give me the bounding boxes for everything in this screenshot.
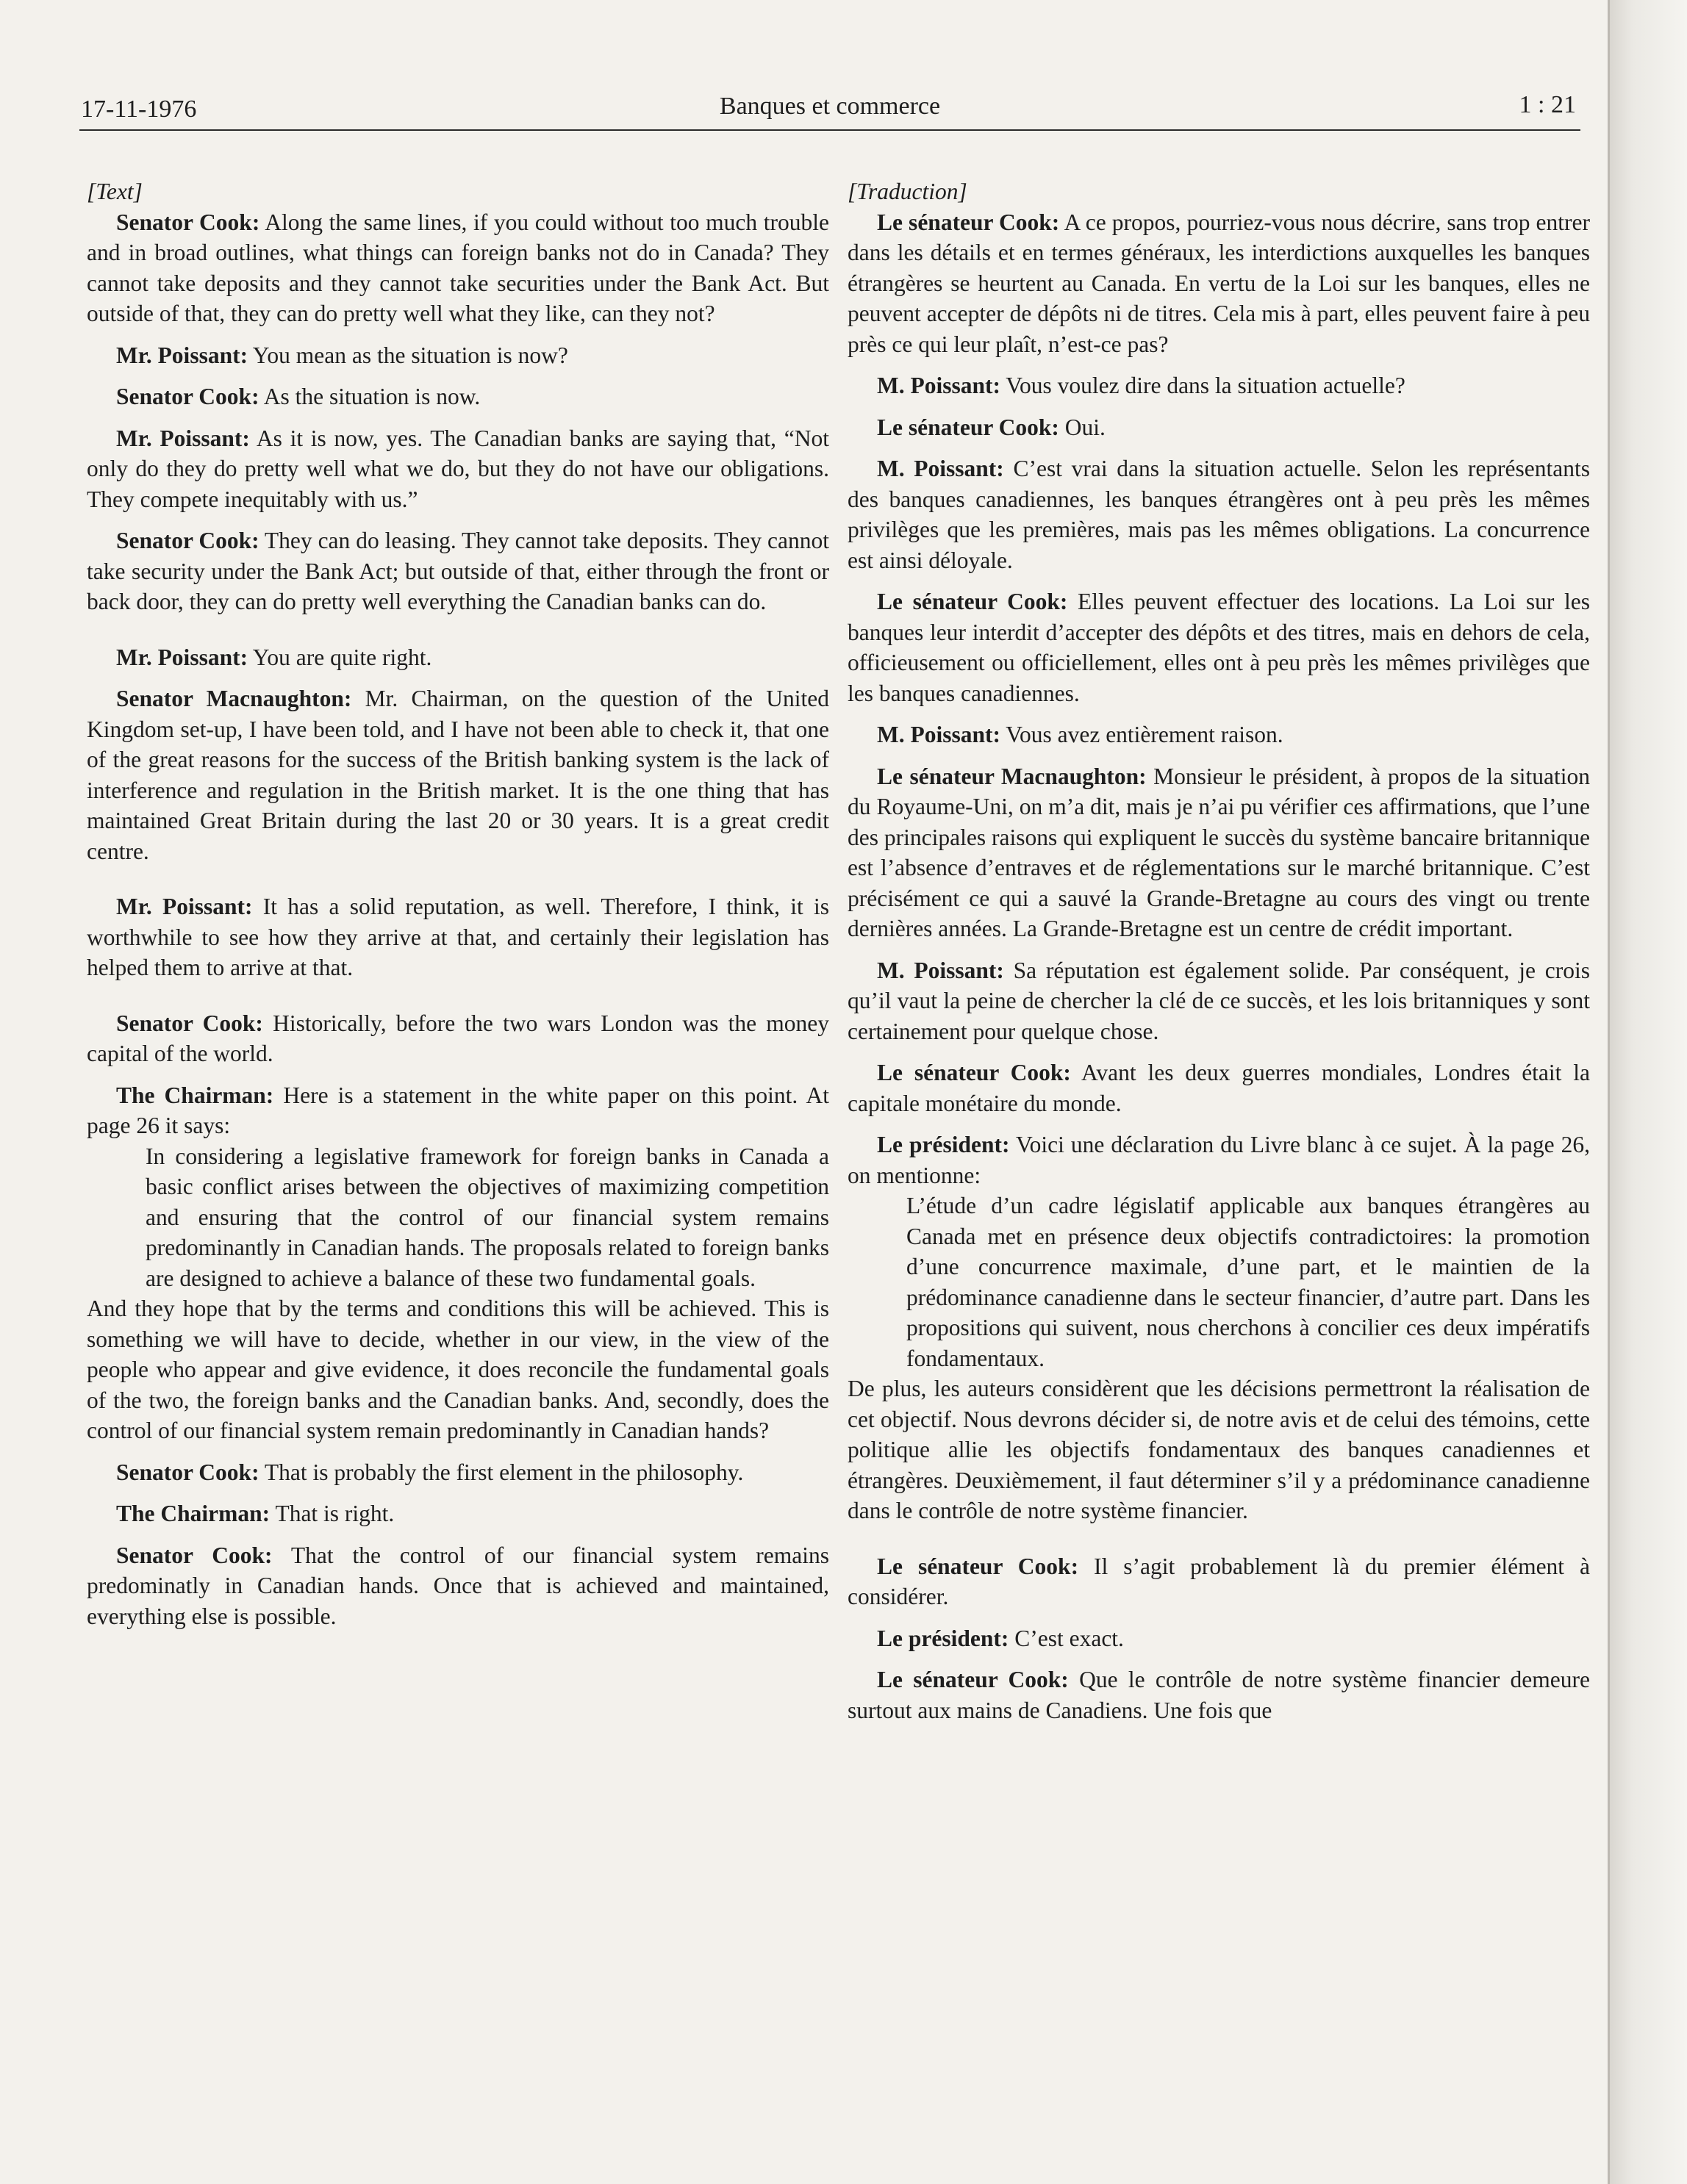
speech-text: Vous voulez dire dans la situation actuelle? [1000, 373, 1405, 398]
header-page-number: 1 : 21 [1519, 91, 1576, 118]
speech-paragraph [87, 891, 829, 983]
header-title: Banques et commerce [719, 93, 941, 120]
speech-text: Que le contrôle de notre système financier demeure surtout aux mains de Canadiens. Une fois que [848, 1667, 1590, 1723]
speaker-name: Senator Macnaughton: [116, 686, 352, 711]
header-date: 17-11-1976 [81, 96, 197, 123]
speech-text: C’est vrai dans la situation actuelle. Selon les représentants des banques canadiennes, les banques étrangères ont à peu près les mêmes privilèges que les premières, mais pas les mêmes obligations. La concurrence est ainsi déloyale. [848, 456, 1590, 573]
speech-text: Elles peuvent effectuer des locations. La Loi sur les banques leur interdit d’accepter des dépôts et des titres, mais en dehors de cela, officieusement ou officiellement, elles ont à peu près les mêmes privilèges que les banques canadiennes. [848, 589, 1590, 706]
speech-text: Vous avez entièrement raison. [1000, 722, 1283, 747]
speech-text: Along the same lines, if you could without too much trouble and in broad outlines, what things can foreign banks not do in Canada? They cannot take deposits and they cannot take securities under the Bank Act. But outside of that, they can do pretty well what they like, can they not? [87, 209, 829, 326]
speech-text: They can do leasing. They cannot take deposits. They cannot take security under the Bank Act; but outside of that, either through the front or back door, they can do pretty well everything the Canadian banks can do. [87, 528, 829, 614]
speaker-name: Le sénateur Cook: [877, 1060, 1071, 1085]
speech-text: That the control of our financial system remains predominatly in Canadian hands. Once that is achieved and maintained, everything else is possible. [87, 1542, 829, 1629]
french-column [848, 176, 1590, 1736]
speech-text: A ce propos, pourriez-vous nous décrire, sans trop entrer dans les détails et en termes généraux, les interdictions auxquelles les banques étrangères se heurtent au Canada. En vertu de la Loi sur les banques, elles ne peuvent accepter de dépôts ni de titres. Cela mis à part, elles peuvent faire à peu près ce qui leur plaît, n’est-ce pas? [848, 209, 1590, 357]
speaker-name: The Chairman: [116, 1082, 274, 1108]
speech-text: You mean as the situation is now? [248, 342, 568, 368]
running-header [79, 81, 1580, 131]
speech-text: Il s’agit probablement là du premier élément à considérer. [848, 1553, 1590, 1609]
speech-text: Mr. Chairman, on the question of the United Kingdom set-up, I have been told, and I have not been able to check it, that one of the great reasons for the success of the British banking system is the lack of interference and regulation in the British market. It is the one thing that has maintained Great Britain during the last 20 or 30 years. It is a great credit centre. [87, 686, 829, 864]
speech-paragraph [848, 412, 1590, 443]
white-paper-quote: In considering a legislative framework for foreign banks in Canada a basic conflict arises between the objectives of maximizing competition and ensuring that the control of our financial system remains predominantly in Canadian hands. The proposals related to foreign banks are designed to achieve a balance of these two fundamental goals. [146, 1143, 829, 1291]
speech-paragraph [848, 1129, 1590, 1190]
speech-text: Avant les deux guerres mondiales, Londres était la capitale monétaire du monde. [848, 1060, 1590, 1116]
speaker-name: M. Poissant: [877, 373, 1000, 398]
speaker-name: Mr. Poissant: [116, 644, 248, 670]
speech-paragraph [848, 453, 1590, 575]
speaker-name: M. Poissant: [877, 456, 1004, 481]
speech-paragraph [87, 683, 829, 866]
speech-paragraph [848, 586, 1590, 708]
speech-paragraph [87, 1498, 829, 1529]
speech-paragraph [848, 1057, 1590, 1118]
page-edge [1608, 0, 1610, 2184]
speaker-name: Senator Cook: [116, 209, 260, 235]
speaker-name: M. Poissant: [877, 957, 1004, 983]
speaker-name: M. Poissant: [877, 722, 1000, 747]
speaker-name: Senator Cook: [116, 528, 259, 553]
speaker-name: Le sénateur Cook: [877, 1667, 1069, 1692]
speech-text: As the situation is now. [259, 384, 481, 409]
speaker-name: Mr. Poissant: [116, 894, 253, 919]
speaker-name: Senator Cook: [116, 1459, 259, 1485]
speech-paragraph [848, 370, 1590, 401]
language-tag: [Traduction] [848, 179, 967, 204]
speaker-name: Le sénateur Cook: [877, 589, 1068, 614]
speaker-name: Le sénateur Cook: [877, 209, 1060, 235]
speech-paragraph [87, 207, 829, 329]
language-tag: [Text] [87, 179, 143, 204]
speech-paragraph [87, 1008, 829, 1069]
speech-paragraph [87, 423, 829, 515]
speech-text: It has a solid reputation, as well. Therefore, I think, it is worthwhile to see how they arrive at that, and certainly their legislation has helped them to arrive at that. [87, 894, 829, 980]
speaker-name: Le sénateur Macnaughton: [877, 763, 1147, 789]
speech-paragraph [87, 1080, 829, 1141]
speech-paragraph [87, 1540, 829, 1632]
speech-continuation: And they hope that by the terms and conditions this will be achieved. This is something we will have to decide, whether in our view, in the view of the people who appear and give evidence, it does reconcile the fundamental goals of the two, the foreign banks and the Canadian banks. And, secondly, does the control of our financial system remain predominantly in Canadian hands? [87, 1296, 829, 1443]
speech-text: Monsieur le président, à propos de la situation du Royaume-Uni, on m’a dit, mais je n’ai pu vérifier ces affirmations, que l’une des principales raisons qui expliquent le succès du système bancaire britannique est l’absence d’entraves et de réglementations sur le marché britannique. C’est précisément ce qui a sauvé la Grande-Bretagne au cours des vingt ou trente dernières années. La Grande-Bretagne est un centre de crédit important. [848, 763, 1590, 941]
speech-paragraph [848, 761, 1590, 944]
speaker-name: Senator Cook: [116, 1542, 273, 1568]
speech-paragraph [848, 719, 1590, 750]
speaker-name: Mr. Poissant: [116, 425, 250, 451]
speech-text: Oui. [1059, 414, 1106, 440]
speech-text: Sa réputation est également solide. Par conséquent, je crois qu’il vaut la peine de chercher la clé de ce succès, et les lois britanniques y sont certainement pour quelque chose. [848, 957, 1590, 1044]
speech-text: Historically, before the two wars London was the money capital of the world. [87, 1010, 829, 1066]
speaker-name: Senator Cook: [116, 1010, 263, 1036]
speaker-name: Le président: [877, 1625, 1009, 1651]
speech-paragraph [848, 1551, 1590, 1612]
speaker-name: Le sénateur Cook: [877, 1553, 1079, 1579]
speech-text: That is probably the first element in the philosophy. [259, 1459, 744, 1485]
document-page [79, 81, 1590, 1723]
speech-paragraph [848, 207, 1590, 360]
speech-text: Voici une déclaration du Livre blanc à ce sujet. À la page 26, on mentionne: [848, 1132, 1590, 1188]
speech-text: That is right. [270, 1501, 395, 1526]
speaker-name: Le sénateur Cook: [877, 414, 1059, 440]
speech-paragraph [848, 1664, 1590, 1725]
speaker-name: Le président: [877, 1132, 1010, 1157]
white-paper-quote: L’étude d’un cadre législatif applicable aux banques étrangères au Canada met en présence deux objectifs contradictoires: la promotion d’une concurrence maximale, d’une part, et le maintien de la prédominance canadienne dans le secteur financier, d’autre part. Dans les propositions qui suivent, nous cherchons à concilier ces deux impératifs fondamentaux. [906, 1193, 1590, 1371]
speech-text: C’est exact. [1009, 1625, 1124, 1651]
speech-text: You are quite right. [248, 644, 432, 670]
english-column [87, 176, 829, 1642]
speaker-name: Senator Cook: [116, 384, 259, 409]
speaker-name: Mr. Poissant: [116, 342, 248, 368]
speech-continuation: De plus, les auteurs considèrent que les décisions permettront la réalisation de cet objectif. Nous devrons décider si, de notre avis et de celui des témoins, cette politique allie les objectifs fondamentaux des banques canadiennes et étrangères. Deuxièmement, il faut déterminer s’il y a prédominance canadienne dans le contrôle de notre système financier. [848, 1376, 1590, 1523]
speaker-name: The Chairman: [116, 1501, 271, 1526]
speech-paragraph [87, 340, 829, 371]
speech-paragraph [87, 1457, 829, 1488]
speech-paragraph [848, 1623, 1590, 1654]
speech-paragraph [848, 955, 1590, 1047]
speech-paragraph [87, 381, 829, 412]
speech-text: Here is a statement in the white paper on this point. At page 26 it says: [87, 1082, 829, 1138]
speech-text: As it is now, yes. The Canadian banks are saying that, “Not only do they do pretty well what we do, but they do not have our obligations. They compete inequitably with us.” [87, 425, 829, 512]
speech-paragraph [87, 525, 829, 617]
page-gutter-shadow [1610, 0, 1687, 2184]
speech-paragraph [87, 642, 829, 673]
